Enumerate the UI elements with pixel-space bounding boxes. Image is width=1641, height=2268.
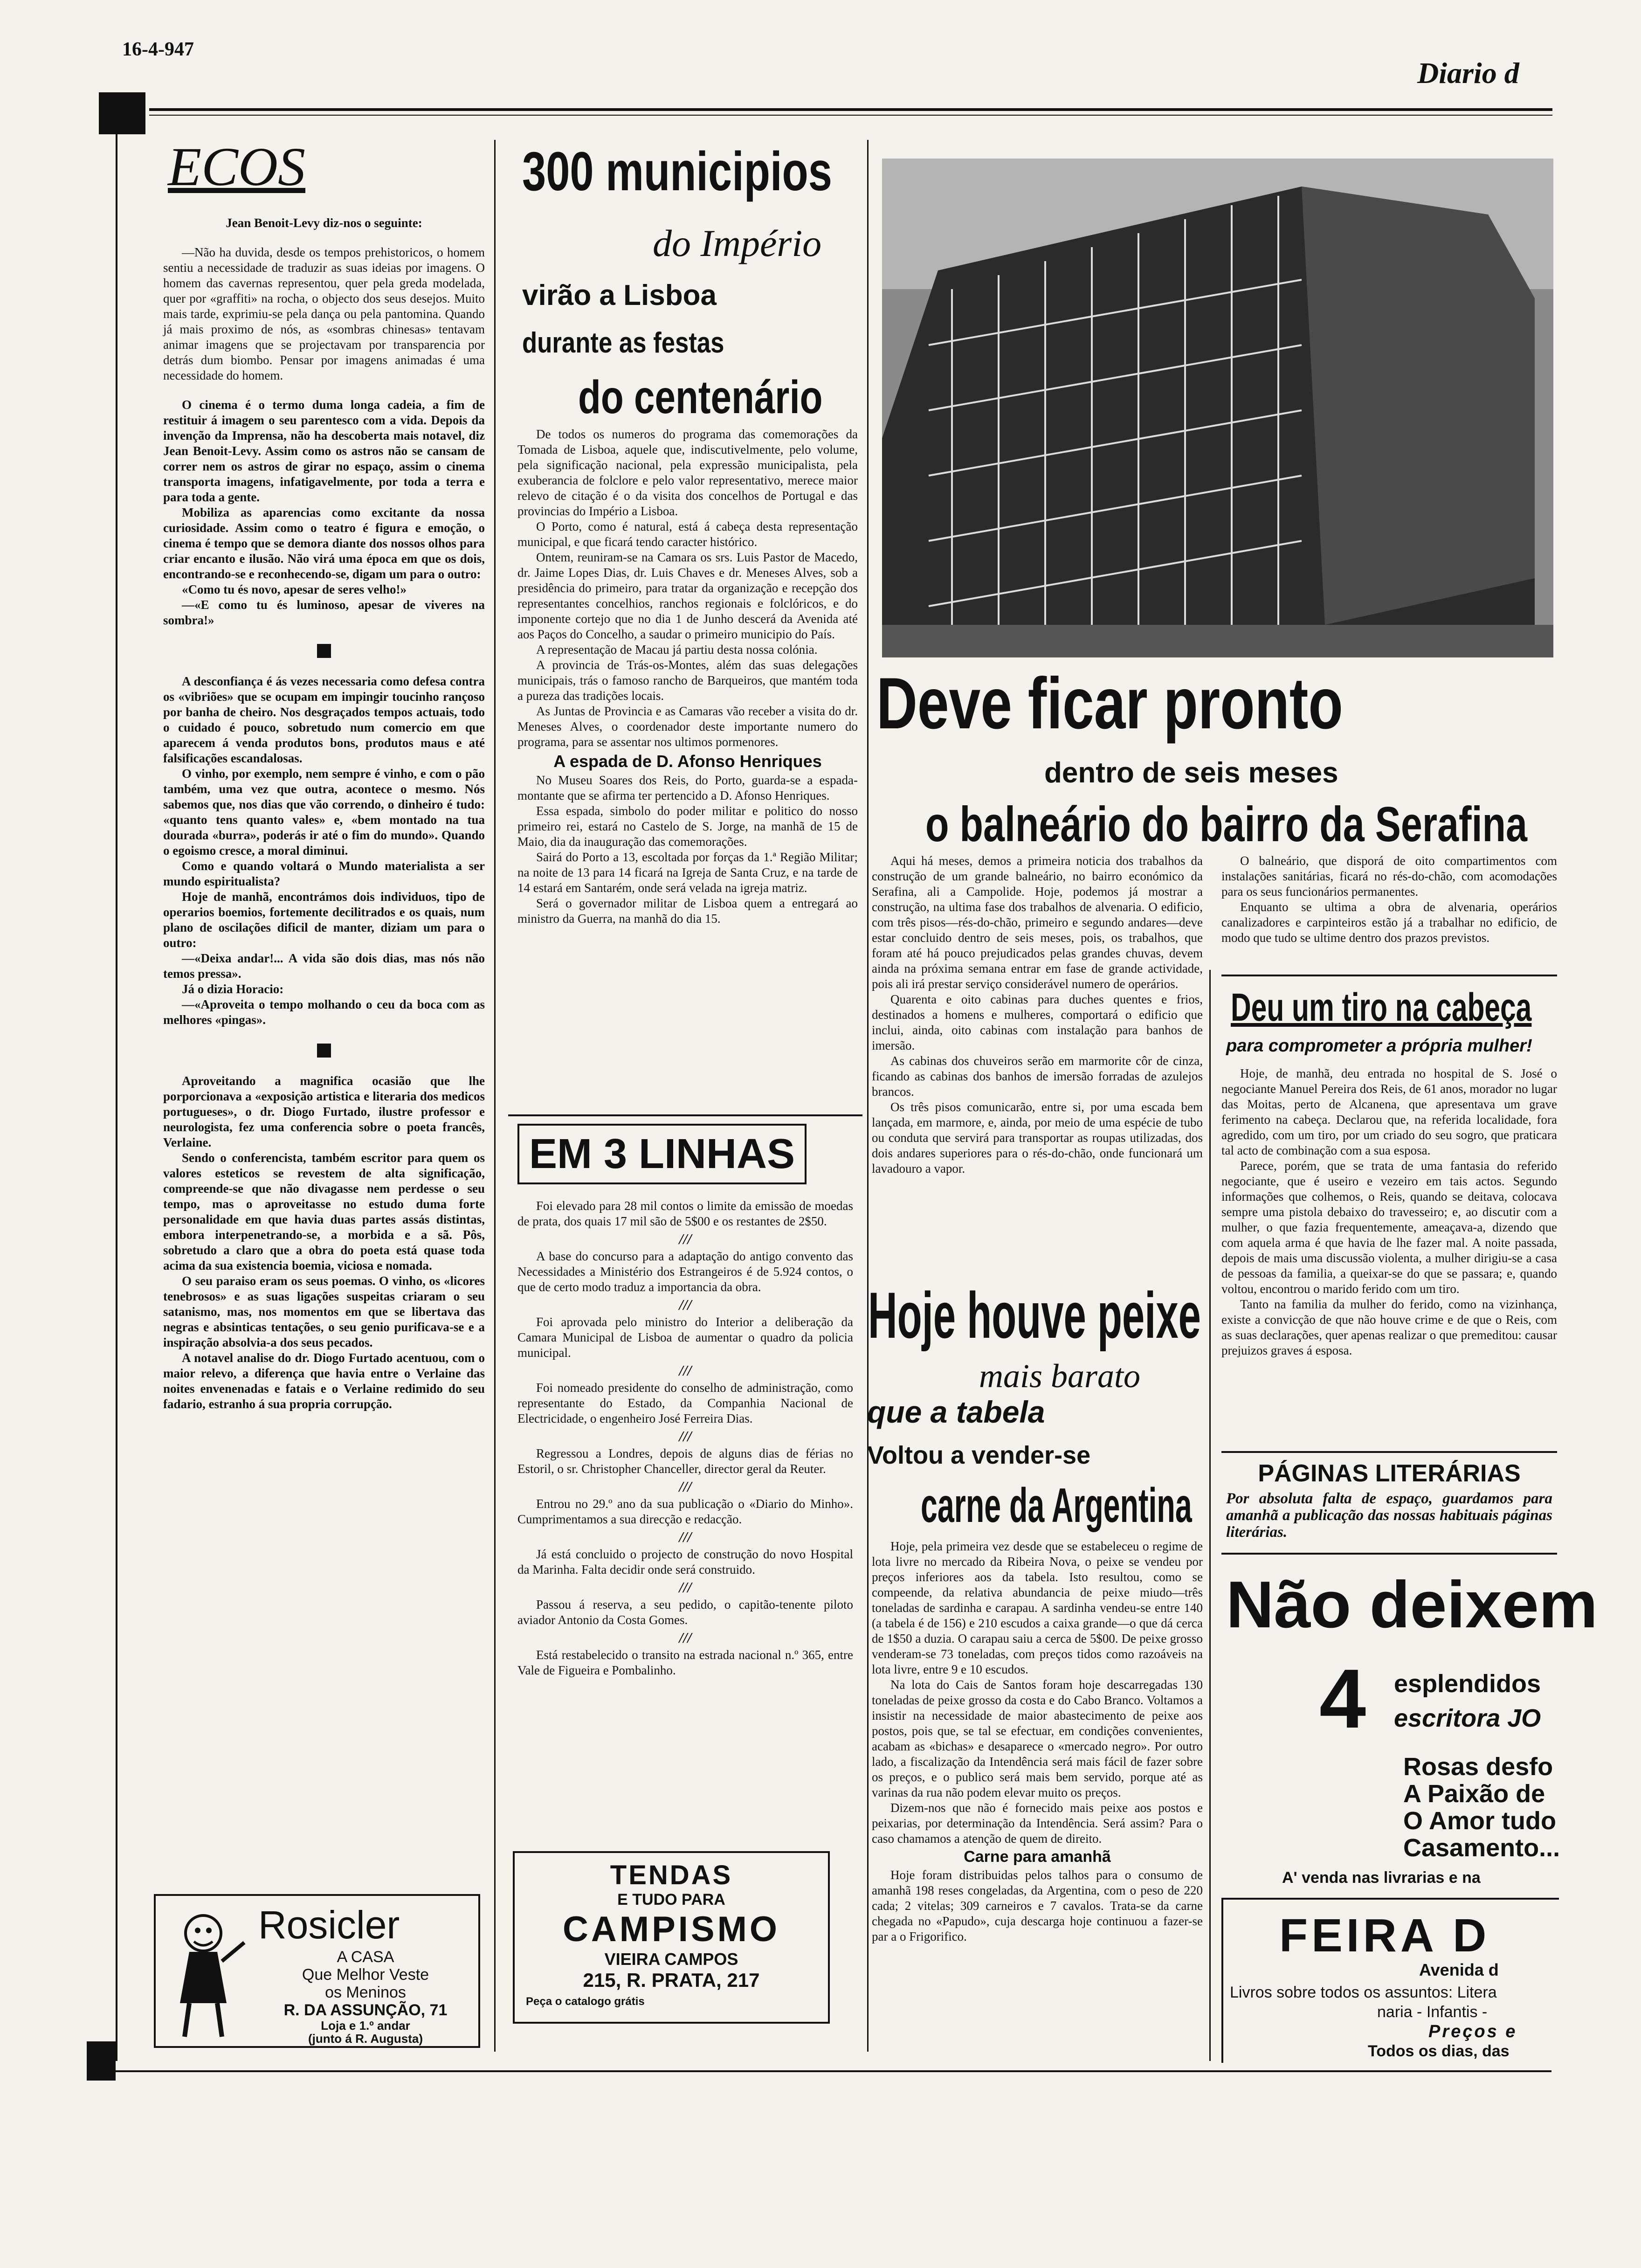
paragraph: As Juntas de Provincia e as Camaras vão receber a visita do dr. Meneses Alves, o coordenador deste importante numero do programa, para se assentar nos ultimos pormenores. [517,704,858,749]
headline: para comprometer a própria mulher! [1226,1036,1532,1056]
paragraph: A desconfiança é ás vezes necessaria como defesa contra os «vibriões» que se ocupam em impingir toucinho rançoso por banha de cheiro. Nos desgraçados tempos actuais, todo o cuidado é pouco, sobretudo num comercio em que aparecem á venda produtos bons, produtos maus e até falsificações escandalosas. [163,674,485,765]
paragraph: Já o dizia Horacio: [182,982,284,996]
rosicler-address: (junto á R. Augusta) [308,2032,423,2046]
feira-ad [1221,1898,1559,2063]
headline: Deve ficar pronto [876,663,1343,744]
paragraph: Hoje, pela primeira vez desde que se estabeleceu o regime de lota livre no mercado da Ribeira Nova, o peixe se vendeu por preços inferiores aos da tabela. Isto resultou, como se compeende, da relativa abundancia de peixe miudo—três toneladas de sardinha e carapau. A sardinha vendeu-se entre 140 (a tabela é de 156) e 210 escudos a caixa grande—o que dá cerca de 1$50 a duzia. O carapau saiu a cerca de 5$00. De peixe grosso venderam-se 73 toneladas, com preços tidos como razoáveis na lota livre, entre 9 e 10 escudos. [872,1539,1203,1676]
headline: do centenário [578,371,823,423]
list-item: Foi nomeado presidente do conselho de administração, como representante do Estado, da Companhia Nacional de Electricidade, o engenheiro José Ferreira Dias. [517,1381,853,1425]
livros-number: 4 [1319,1652,1366,1746]
paragraph: Dizem-nos que não é fornecido mais peixe aos postos e peixarias, por determinação da Intendência. Será assim? Para o caso chamamos a atenção de quem de direito. [872,1801,1203,1846]
ecos-column [163,135,485,1888]
livros-title: A Paixão de [1403,1780,1545,1808]
margin-block-bottom [87,2041,116,2081]
paragraph: Mobiliza as aparencias como excitante da nossa curiosidade. Assim como o teatro é figura e emoção, o cinema é tempo que se demora diante dos nossos olhos para criar encanto e ilusão. Não virá uma época em que os dois, encontrando-se e reconhecendo-se, digam um para o outro: [163,505,485,581]
livros-line: escritora JO [1394,1704,1541,1732]
peixe-text [872,1539,1203,2066]
paragraph: Hoje, de manhã, deu entrada no hospital de S. José o negociante Manuel Pereira dos Reis, de 61 anos, morador no lugar das Moitas, perto de Alcanena, que apresentava um grave ferimento na cabeça. Declarou que, na referida localidade, fora agredido, com um tiro, por um criado do seu sogro, que praticara tal acto de combinação com a sua esposa. [1221,1066,1557,1157]
subheading: Carne para amanhã [964,1848,1111,1866]
paragraph: O seu paraiso eram os seus poemas. O vinho, os «licores tenebrosos» e as suas ligações suspeitas criaram o seu satanismo, mas, nos momentos em que se libertava das negras e absinticas tentações, o seu genio purificava-se e a inspiração absolvia-a dos seus pecados. [163,1274,485,1349]
item-separator: /// [679,1528,692,1545]
tendas-line: CAMPISMO [563,1909,780,1949]
em3linhas-title: EM 3 LINHAS [529,1131,795,1177]
paragraph: —«E como tu és luminoso, apesar de viveres na sombra!» [163,598,485,627]
section-square [317,1044,331,1058]
item-separator: /// [679,1629,692,1646]
serafina-text-right [1221,853,1557,961]
feira-line: Livros sobre todos os assuntos: Litera [1230,1984,1497,2001]
livros-headline: Não deixem [1226,1568,1598,1642]
list-item: Está restabelecido o transito na estrada nacional n.º 365, entre Vale de Figueira e Pombalinho. [517,1648,853,1677]
top-rule-thin [149,115,1552,116]
livros-line: esplendidos [1394,1670,1541,1698]
paragraph: A provincia de Trás-os-Montes, além das suas delegações municipais, trás o famoso rancho de Barqueiros, que mantém toda a pureza das tradições locais. [517,658,858,703]
headline: Deu um tiro na cabeça [1231,985,1532,1029]
headline: dentro de seis meses [1044,757,1338,789]
paragraph: «Como tu és novo, apesar de seres velho!» [182,582,407,596]
em3linhas-list [517,1198,853,1832]
paragraph: Aqui há meses, demos a primeira noticia dos trabalhos da construção de um grande balneário, no bairro económico da Serafina, ali a Campolide. Hoje, podemos já mostrar a construção, na ultima fase dos trabalhos de alvenaria. O edificio, com três pisos—rés-do-chão, primeiro e segundo andares—deve estar concluido dentro de seis meses, pois, os trabalhos, que foram até há pouco prejudicados pelas grandes chuvas, devem ainda na próxima semana entrar em fase de grande actividade, pois ali irá prestar serviço considerável numero de operários. [872,854,1203,991]
paragraph: Será o governador militar de Lisboa quem a entregará ao ministro da Guerra, na manhã do dia 15. [517,896,858,926]
paragraph: Como e quando voltará o Mundo materialista a ser mundo espiritualista? [163,859,485,888]
livros-title: O Amor tudo [1403,1807,1556,1835]
em3linhas-title-box [517,1124,807,1184]
masthead: Diario d [1417,56,1519,90]
paragraph: O Porto, como é natural, está á cabeça desta representação municipal, e que ficará tendo caracter histórico. [517,519,858,549]
mascot-icon [166,1905,245,2040]
feira-line: Avenida d [1419,1960,1499,1979]
bottom-rule [116,2070,1551,2072]
paragraph: Os três pisos comunicarão, entre si, por uma escada bem lançada, em marmore, e, ainda, por meio de uma espécie de tubo ou conduta que servirá para transportar as roupas utilizadas, dos dois andares superiores para o rés-do-chão, onde funcionará um lavadouro a vapor. [872,1100,1203,1175]
tiro-text [1221,1066,1557,1444]
feira-line: naria - Infantis - [1377,2003,1488,2021]
left-border [116,117,117,2061]
paragraph: Essa espada, simbolo do poder militar e politico do nosso primeiro rei, estará no Castelo de S. Jorge, na manhã de 15 de Maio, dia da inauguração das comemorações. [517,804,858,849]
item-separator: /// [679,1428,692,1445]
rosicler-line: Que Melhor Veste [302,1966,429,1984]
paragraph: —«Deixa andar!... A vida são dois dias, mas nós não temos pressa». [163,951,485,981]
paragraph: O balneário, que disporá de oito compartimentos com instalações sanitárias, ficará no rés-do-chão, com acomodações para os seus funcionários permanentes. [1221,854,1557,899]
serafina-text-left [872,853,1203,1268]
paragraph: O cinema é o termo duma longa cadeia, a fim de restituir á imagem o seu parentesco com a vida. Depois da invenção da Imprensa, não ha descoberta mais notavel, diz Jean Benoit-Levy. Assim como os astros não se cansam de correr nem os astros de girar no espaço, assim o cinema transporta imagens, infatigavelmente, por toda a terra e para toda a gente. [163,398,485,504]
paragraph: Hoje foram distribuidas pelos talhos para o consumo de amanhã 198 reses congeladas, da Argentina, com o peso de 220 cada; 2 vitelas; 309 carneiros e 7 cavalos. Trata-se da carne chegada no «Papudo», cuja descarga hoje continuou a fazer-se par a o Frigorifico. [872,1868,1203,1943]
rosicler-address: Loja e 1.º andar [321,2019,410,2033]
section-rule [1221,1451,1557,1453]
paragraph: Sairá do Porto a 13, escoltada por forças da 1.ª Região Militar; na noite de 13 para 14 ficará na Igreja de Santa Cruz, e na tarde de 14 estará em Santarém, onde será velada na igreja matriz. [517,850,858,895]
scaffolding-image [882,159,1553,657]
headline: que a tabela [867,1395,1045,1429]
paragraph: Enquanto se ultima a obra de alvenaria, operários canalizadores e carpinteiros estão já a trabalhar no edificio, de modo que tudo se ultime dentro dos prazos previstos. [1221,900,1557,945]
rosicler-line: A CASA [337,1948,394,1966]
livros-footer: A' venda nas livrarias e na [1282,1869,1481,1887]
livros-ad [1221,1557,1598,1893]
paragraph: A representação de Macau já partiu desta nossa colónia. [536,643,818,657]
tendas-line: TENDAS [610,1860,733,1890]
subheading: A espada de D. Afonso Henriques [553,752,822,771]
construction-photo [882,159,1553,657]
item-separator: /// [679,1231,692,1247]
paragraph: Quarenta e oito cabinas para duches quentes e frios, destinados a homens e mulheres, comportará o edificio que inclui, ainda, oito cabinas com instalação para banhos de imersão. [872,992,1203,1052]
rosicler-brand: Rosicler [258,1903,400,1947]
headline: Hoje houve peixe [868,1279,1201,1352]
paragraph: Hoje de manhã, encontrámos dois individuos, tipo de operarios boemios, fortemente decilitrados e os quais, num plano de oscilações dificil de manter, diziam um para o outro: [163,890,485,950]
page-date: 16-4-947 [122,39,194,60]
headline: mais barato [979,1357,1141,1395]
margin-block-top [99,92,145,134]
tendas-line: VIEIRA CAMPOS [604,1950,738,1969]
col-rule-3 [1209,970,1211,2061]
item-separator: /// [679,1296,692,1313]
paragraph: Aproveitando a magnifica ocasião que lhe porporcionava a «exposição artistica e literaria dos medicos portugueses», o dr. Diogo Furtado, ilustre professor e neurologista, fez uma conferencia sobre o poeta francês, Verlaine. [163,1074,485,1149]
paragraph: Ontem, reuniram-se na Camara os srs. Luis Pastor de Macedo, dr. Jaime Lopes Dias, dr. Luis Chaves e dr. Meneses Alves, sob a presidência do primeiro, para tratar da organização e recepção dos representantes concelhios, ranchos regionais e folclóricos, e do imponente cortejo que no dia 1 de Junho descerá da Avenida até aos Paços do Concelho, a saudar o primeiro municipio do País. [517,550,858,641]
headline: o balneário do bairro da Serafina [925,797,1528,852]
top-rule [149,108,1552,111]
rosicler-ad [154,1894,480,2048]
paragraph: Na lota do Cais de Santos foram hoje descarregadas 130 toneladas de peixe grosso da costa e do Cabo Branco. Voltamos a insistir na necessidade de maior abastecimento de peixe aos postos, pois que, se tal se efectuar, em condições convenientes, acabam as «bichas» e desaparece o «mercado negro». Por outro lado, a fiscalização da Intendência será mais fácil de fazer sobre os preços, e o publico será mais bem servido, porque até as varinas da rua não podem elevar muito os preços. [872,1678,1203,1799]
item-separator: /// [679,1362,692,1379]
list-item: Passou á reserva, a seu pedido, o capitão-tenente piloto aviador Antonio da Costa Gomes. [517,1597,853,1627]
paragraph: As cabinas dos chuveiros serão em marmorite côr de cinza, ficando as cabinas dos banhos de imersão forradas de azulejos brancos. [872,1054,1203,1099]
section-square [317,644,331,658]
paragraph: No Museu Soares dos Reis, do Porto, guarda-se a espada-montante que se afirma ter pertencido a D. Afonso Henriques. [517,773,858,802]
livros-title: Casamento... [1403,1834,1560,1862]
paragraph: Tanto na familia da mulher do ferido, como na vizinhança, existe a convicção de que não houve crime e de que o Reis, com as suas declarações, quer apenas realizar o que premeditou: causar prejuizos graves á esposa. [1221,1297,1557,1357]
paginas-text: Por absoluta falta de espaço, guardamos para amanhã a publicação das nossas habituais páginas literárias. [1226,1490,1552,1541]
col-rule-2 [867,140,869,2052]
headline: virão a Lisboa [522,279,717,311]
feira-line: Todos os dias, das [1368,2042,1510,2060]
section-rule [1221,975,1557,976]
list-item: Regressou a Londres, depois de alguns dias de férias no Estoril, o sr. Christopher Chanceller, director geral da Reuter. [517,1446,853,1476]
item-separator: /// [679,1579,692,1596]
headline: Voltou a vender-se [867,1441,1091,1469]
section-rule [1221,1553,1557,1555]
paragraph: Sendo o conferencista, também escritor para quem os valores esteticos se revestem de alta significação, compreende-se que não divagasse nem perdesse o seu tempo, mas o aproveitasse no estudo duma forte personalidade em que havia duas partes assás distintas, embora interpenetrando-se, a morbida e a sã. Pôs, sobretudo a claro que a obra do poeta está quase toda acima da sua existencia boemia, viciosa e nomada. [163,1151,485,1272]
col-rule-1 [494,140,496,2052]
ecos-intro: Jean Benoit-Levy diz-nos o seguinte: [226,216,422,230]
headline: durante as festas [522,327,724,359]
list-item: Já está concluido o projecto de construção do novo Hospital da Marinha. Falta decidir onde será construido. [517,1547,853,1577]
paragraph: A notavel analise do dr. Diogo Furtado acentuou, com o maior relevo, a diferença que havia entre o Verlaine das noites envenenadas e fatais e o Verlaine redimido do seu fadario, estranho á sua propria corrupção. [163,1351,485,1411]
municipios-column [508,140,862,1105]
em3linhas-items [517,1198,853,1678]
rosicler-line: os Meninos [325,1984,406,2001]
list-item: Foi elevado para 28 mil contos o limite da emissão de moedas de prata, dos quais 17 mil são de 5$00 e os restantes de 2$50. [517,1199,853,1228]
tendas-line: E TUDO PARA [617,1891,725,1908]
livros-title: Rosas desfo [1403,1753,1553,1781]
ecos-text [163,215,485,1412]
tendas-line: 215, R. PRATA, 217 [583,1969,760,1991]
item-separator: /// [679,1478,692,1495]
paragraph: O vinho, por exemplo, nem sempre é vinho, e com o pão também, uma vez que outra, acontece o mesmo. Nós sabemos que, nos dias que vão correndo, o dinheiro é tudo: «quanto tens quanto vales» e, «bem montado na tua dourada «burra», poderás ir até o fim do mundo». Quando o egoismo cresce, a moral diminui. [163,767,485,857]
paragraph: —«Aproveita o tempo molhando o ceu da boca com as melhores «pingas». [163,997,485,1027]
headline: 300 municipios [522,141,832,202]
feira-headline: FEIRA D [1279,1909,1490,1962]
list-item: Foi aprovada pelo ministro do Interior a deliberação da Camara Municipal de Lisboa de aumentar o quadro da policia municipal. [517,1315,853,1360]
section-rule [508,1114,862,1116]
rosicler-address: R. DA ASSUNÇÃO, 71 [283,2001,448,2019]
tendas-ad [513,1851,830,2024]
mascot-illustration [166,1905,245,2040]
paginas-title: PÁGINAS LITERÁRIAS [1258,1460,1521,1487]
list-item: Entrou no 29.º ano da sua publicação o «Diario do Minho». Cumprimentamos a sua direcção e redacção. [517,1497,853,1526]
paragraph: De todos os numeros do programa das comemorações da Tomada de Lisboa, aquele que, indiscutivelmente, pelo volume, pela significação nacional, pela expressão municipalista, pela exuberancia de folclore e pelo valor representativo, merece maior relevo de citação é o da visita dos concelhos de Portugal e das provincias do Império a Lisboa. [517,427,858,518]
ecos-title: ECOS [168,136,305,197]
tendas-line: Peça o catalogo grátis [526,1995,645,2008]
paragraph: —Não ha duvida, desde os tempos prehistoricos, o homem sentiu a necessidade de traduzir as suas ideias por imagens. O homem das cavernas representou, quer pela greda modelada, quer por «graffiti» na rocha, o objecto dos seus desejos. Muito mais tarde, exprimiu-se pela dança ou pela pantomina. Quando já mais proximo de nós, as «sombras chinesas» tentavam animar imagens que se projectavam por transparencia por detrás dum biombo. Pensar por imagens animadas é uma necessidade do homem. [163,245,485,382]
list-item: A base do concurso para a adaptação do antigo convento das Necessidades a Ministério dos Estrangeiros é de 5.924 contos, o que de certo modo traduz a importancia da obra. [517,1249,853,1294]
paragraph: Parece, porém, que se trata de uma fantasia do referido negociante, que é useiro e vezeiro em tais actos. Segundo informações que colhemos, o Reis, quando se deitava, colocava sempre uma pistola debaixo do travesseiro; e, ao discutir com a mulher, o que fazia frequentemente, ameaçava-a, dizendo que com aquela arma é que havia de lhe fazer mal. A noite passada, depois de mais uma discussão violenta, a mulher dirigiu-se a casa de pessoas da familia, a queixar-se do que se passara; e, quando voltou, encontrou o marido ferido com um tiro. [1221,1159,1557,1296]
headline: do Império [653,222,822,264]
headline: carne da Argentina [921,1479,1192,1533]
feira-line: Preços e [1428,2022,1517,2041]
